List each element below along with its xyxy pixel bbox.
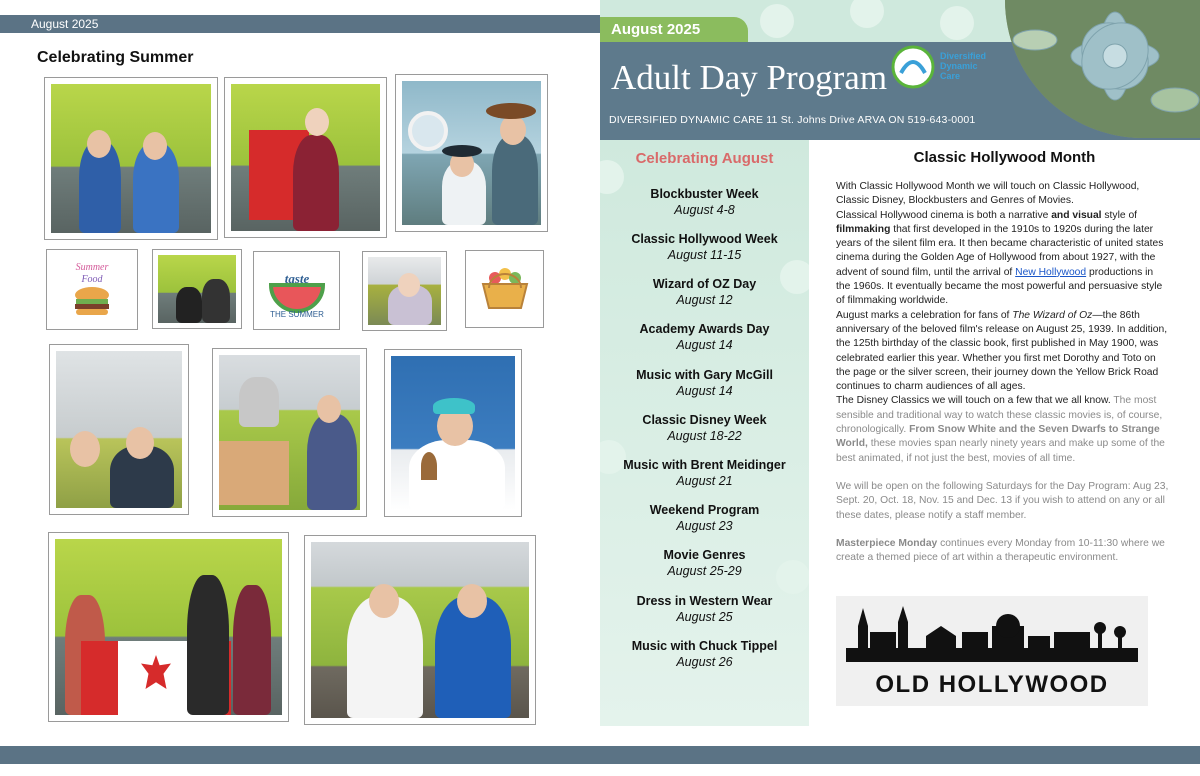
photo-two-staff: [44, 77, 218, 240]
sticker-text: Summer: [75, 261, 109, 273]
event-item: [600, 413, 809, 443]
sticker-picnic-basket: [465, 250, 544, 328]
right-footer-bar: [600, 746, 1200, 764]
event-date: August 26: [676, 655, 733, 669]
event-item: [600, 639, 809, 669]
old-hollywood-graphic: [836, 596, 1148, 706]
event-date: August 11-15: [667, 248, 742, 262]
photo-blue-jays: [304, 535, 536, 725]
person: [492, 135, 538, 225]
text-run-grey: these movies span nearly ninety years and make up some of the best animated, if not just the best, movies of all time.: [836, 438, 1165, 464]
text-run-bold: filmmaking: [836, 223, 891, 235]
event-name: Music with Chuck Tippel: [631, 639, 778, 653]
article-title: Classic Hollywood Month: [913, 149, 1096, 166]
event-item: [600, 548, 809, 578]
text-run-bold: Masterpiece Monday: [836, 537, 938, 549]
text-run-bold: From Snow White and the Seven Dwarfs to Strange World,: [836, 424, 1160, 450]
logo-text: [940, 51, 986, 81]
person: [187, 575, 229, 715]
text-run: productions in the 1960s. It eventually became the most powerful and persuasive style of filmmaking worldwide.: [836, 266, 1163, 307]
sticker-text: taste: [284, 270, 309, 286]
text-run-grey: The most sensible and traditional way to watch these classic movies is, of course, chronologically.: [836, 395, 1163, 436]
event-name: Classic Disney Week: [642, 413, 767, 427]
event-item: [600, 594, 809, 624]
event-name: Music with Gary McGill: [636, 368, 773, 382]
text-run: continues every Monday from 10-11:30 where we create a themed piece of art within a therapeutic environment.: [836, 537, 1165, 564]
event-name: Music with Brent Meidinger: [623, 458, 786, 472]
event-name: Dress in Western Wear: [636, 594, 773, 608]
city-skyline-icon: [836, 596, 1148, 666]
event-name: Blockbuster Week: [650, 187, 759, 201]
person: [239, 377, 279, 427]
article-paragraph: [836, 309, 1170, 395]
person-head: [369, 584, 399, 618]
text-run: August marks a celebration for fans of: [836, 309, 1013, 321]
cap: [433, 398, 475, 414]
sticker-text: THE SUMMER: [269, 309, 324, 319]
month-tab: [600, 17, 748, 42]
masterpiece-monday: [836, 537, 1170, 566]
logo-text-line: Care: [940, 71, 961, 81]
section-title: Celebrating Summer: [37, 49, 194, 66]
person: [176, 287, 202, 323]
article: [809, 140, 1200, 726]
photo-ice-cream: [384, 349, 522, 517]
person-head: [500, 115, 526, 145]
event-item: [600, 368, 809, 398]
text-run-bold: and visual: [1051, 209, 1102, 221]
person-head: [317, 395, 341, 423]
event-item: [600, 277, 809, 307]
program-title: Adult Day Program: [611, 58, 888, 97]
article-paragraph: [836, 209, 1170, 309]
cowboy-hat: [442, 145, 482, 157]
left-header-month: August 2025: [31, 17, 99, 31]
events-calendar: [600, 140, 809, 726]
burger-icon: [57, 257, 127, 323]
calendar-heading: Celebrating August: [635, 150, 774, 167]
table: [219, 441, 289, 505]
event-name: Classic Hollywood Week: [631, 232, 778, 246]
month-tab-label: August 2025: [611, 21, 701, 38]
paragraph-gap: [836, 523, 1170, 537]
article-paragraph: With Classic Hollywood Month we will touch on Classic Hollywood, Classic Disney, Blockbusters and Genres of Movies.: [836, 181, 1140, 207]
person-head: [126, 427, 154, 459]
sun-pattern: [940, 6, 974, 40]
left-footer-bar: [0, 746, 600, 764]
address-line: DIVERSIFIED DYNAMIC CARE 11 St. Johns Drive ARVA ON 519-643-0001: [609, 114, 976, 126]
person-head: [143, 132, 167, 160]
old-hollywood-title: OLD HOLLYWOOD: [875, 671, 1109, 698]
event-name: Wizard of OZ Day: [652, 277, 757, 291]
sticker-text: Food: [81, 273, 103, 285]
event-name: Movie Genres: [663, 548, 746, 562]
text-run-italic: The Wizard of Oz: [1012, 309, 1093, 321]
photo-small-men: [152, 249, 242, 329]
logo-text-line: Diversified: [940, 51, 987, 61]
text-run: style of: [1101, 209, 1138, 221]
text-run: The Disney Classics we will touch on a few that we all know.: [836, 395, 1114, 407]
text-run: that first developed in the 1910s to 1920s during the later years of the silent film era. It then became characteristic of united states cinema during the Golden Age of Hollywood from about 1927, with the advent of sound film, until the arrival of: [836, 223, 1164, 278]
person-head: [457, 584, 487, 618]
event-date: August 21: [676, 474, 733, 488]
photo-woman-drink: [362, 251, 447, 331]
paragraph-gap: [836, 466, 1170, 480]
event-item: [600, 458, 809, 488]
photo-canada-flag: [224, 77, 387, 238]
sun-pattern: [760, 4, 794, 38]
event-date: August 12: [676, 293, 733, 307]
event-date: August 14: [676, 338, 733, 352]
person-head: [70, 431, 100, 467]
logo-icon: [889, 43, 939, 91]
event-item: [600, 503, 809, 533]
person: [293, 135, 339, 231]
person: [307, 414, 357, 510]
basket-icon: [477, 262, 533, 316]
cowboy-hat: [486, 103, 536, 119]
person-head: [87, 130, 111, 158]
event-date: August 18-22: [667, 429, 742, 443]
right-page: [600, 0, 1200, 776]
event-date: August 23: [676, 519, 733, 533]
person-head: [305, 108, 329, 136]
article-body: [836, 180, 1170, 565]
photo-cowboy-hats: [395, 74, 548, 232]
person: [202, 279, 230, 323]
person-head: [398, 273, 420, 297]
photo-crafts: [212, 348, 367, 517]
sticker-summer-food: [46, 249, 138, 330]
sticker-taste-summer: [253, 251, 340, 330]
person: [233, 585, 271, 715]
logo-text-line: Dynamic: [940, 61, 978, 71]
event-name: Weekend Program: [649, 503, 760, 517]
photo-selfie: [49, 344, 189, 515]
left-header-bar: [0, 15, 600, 33]
text-run: —the 86th anniversary of the beloved film's release on August 25, 1939. In addition, the 125th birthday of the classic book, first published in May 1900, was celebrated earlier this year. Whether you first met Dorothy and Toto on the page or the silver screen, their journey down the Yellow Brick Road continues to charm audiences of all ages.: [836, 309, 1168, 393]
saturday-schedule: We will be open on the following Saturdays for the Day Program: Aug 23, Sept. 20, Oct. 18, Nov. 15 and Dec. 13 if you wish to attend on any or all these dates, please notify a staff member.: [836, 480, 1169, 521]
photo-group-flag: [48, 532, 289, 722]
event-date: August 4-8: [674, 203, 735, 217]
event-date: August 25: [676, 610, 733, 624]
event-item: [600, 322, 809, 352]
watermelon-icon: [261, 261, 333, 321]
article-paragraph: [836, 394, 1170, 465]
porthole-window: [408, 111, 448, 151]
sun-pattern: [850, 0, 884, 28]
event-date: August 14: [676, 384, 733, 398]
event-name: Academy Awards Day: [639, 322, 770, 336]
event-date: August 25-29: [667, 564, 742, 578]
new-hollywood-link[interactable]: New Hollywood: [1015, 266, 1087, 278]
ice-cream-cone: [421, 452, 437, 480]
text-run: Classical Hollywood cinema is both a narrative: [836, 209, 1052, 221]
event-item: [600, 232, 809, 262]
event-item: [600, 187, 809, 217]
